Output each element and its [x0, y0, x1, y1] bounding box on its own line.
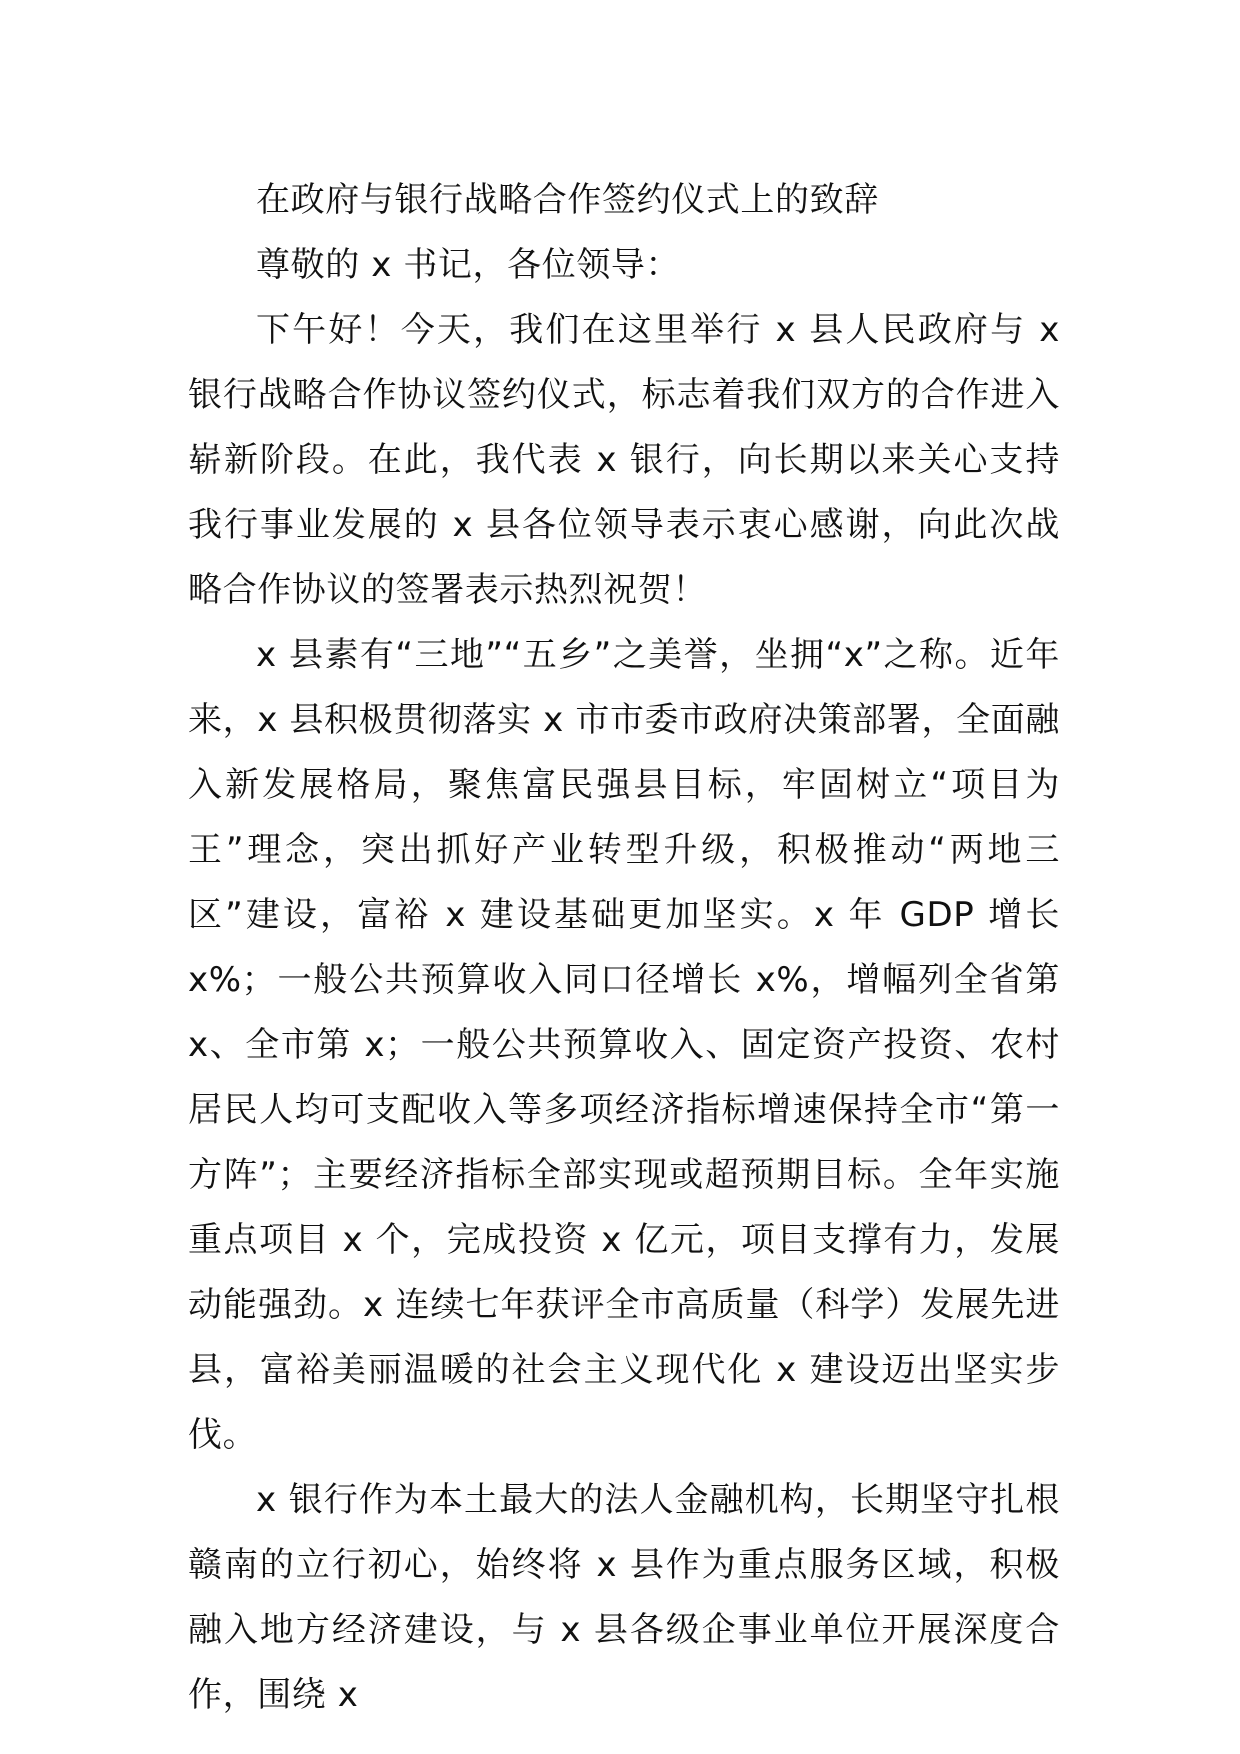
- document-title: 在政府与银行战略合作签约仪式上的致辞: [256, 180, 879, 220]
- paragraph-county-overview: x 县素有“三地”“五乡”之美誉，坐拥“x”之称。近年来，x 县积极贯彻落实 x 市市委市政府决策部署，全面融入新发展格局，聚焦富民强县目标，牢固树立“项目为王”理念，突出抓好产业转型升级，积极推动“两地三区”建设，富裕 x 建设基础更加坚实。x 年 GDP 增长 x%；一般公共预算收入同口径增长 x%，增幅列全省第 x、全市第 x；一般公共预算收入、固定资产投资、农村居民人均可支配收入等多项经济指标增速保持全市“第一方阵”；主要经济指标全部实现或超预期目标。全年实施重点项目 x 个，完成投资 x 亿元，项目支撑有力，发展动能强劲。x 连续七年获评全市高质量（科学）发展先进县，富裕美丽温暖的社会主义现代化 x 建设迈出坚实步伐。: [188, 635, 1060, 1455]
- paragraph-bank-overview: x 银行作为本土最大的法人金融机构，长期坚守扎根赣南的立行初心，始终将 x 县作为重点服务区域，积极融入地方经济建设，与 x 县各级企事业单位开展深度合作，围绕 x: [188, 1480, 1060, 1715]
- paragraph-greeting: 下午好！今天，我们在这里举行 x 县人民政府与 x 银行战略合作协议签约仪式，标志着我们双方的合作进入崭新阶段。在此，我代表 x 银行，向长期以来关心支持我行事业发展的 x 县各位领导表示衷心感谢，向此次战略合作协议的签署表示热烈祝贺！: [188, 310, 1060, 610]
- salutation: 尊敬的 x 书记，各位领导：: [256, 245, 681, 285]
- document-body: [188, 168, 1060, 1728]
